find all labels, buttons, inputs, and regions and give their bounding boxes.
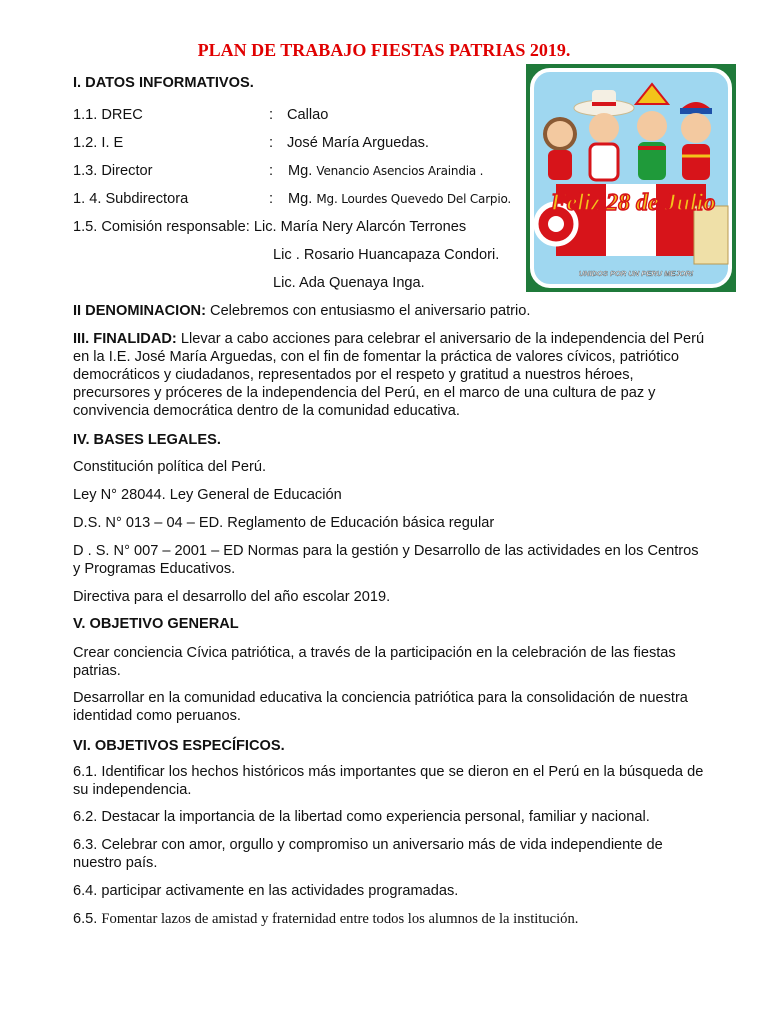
datos-label: 1. 4. Subdirectora [73,191,189,207]
section-heading-objetivo-general: V. OBJETIVO GENERAL [73,616,239,632]
datos-prefix: Mg. [288,191,313,207]
comision-member: Lic. Ada Quenaya Inga. [273,275,425,291]
datos-prefix: Mg. [288,163,313,179]
denominacion-text: Celebremos con entusiasmo el aniversario patrio. [210,303,531,319]
section-heading-objetivos-especificos: VI. OBJETIVOS ESPECÍFICOS. [73,738,285,754]
objetivo-especifico-item: 6.2. Destacar la importancia de la libertad como experiencia personal, familiar y nacional. [73,809,650,825]
objetivo-general-item: Crear conciencia Cívica patriótica, a través de la participación en la celebración de las fiestas patrias. [73,645,676,679]
objetivo-especifico-item [73,910,578,928]
finalidad-text: Llevar a cabo acciones para celebrar el aniversario de la independencia del Perú en la I.E. José María Arguedas, con el fin de fomentar la práctica de valores cívicos, patriótico democráticos y ciudadanos, representados por el respeto y gratitud a nuestros héroes, precursores y próceres de la independencia del Perú, en el marco de una cultura de paz y convivencia democrática dentro de la comunidad educativa. [73,331,705,419]
datos-label: 1.3. Director [73,163,153,179]
datos-row-drec [73,106,328,124]
datos-value: Venancio Asencios Araindia . [316,164,484,178]
base-legal-item: Ley N° 28044. Ley General de Educación [73,487,342,503]
datos-label: 1.2. I. E [73,135,124,151]
base-legal-item: D.S. N° 013 – 04 – ED. Reglamento de Educación básica regular [73,515,495,531]
comision-member: Lic . Rosario Huancapaza Condori. [273,247,500,263]
base-legal-item: D . S. N° 007 – 2001 – ED Normas para la gestión y Desarrollo de las actividades en los Centros y Programas Educativos. [73,543,699,577]
datos-sep: : [269,135,274,151]
denominacion-label: II DENOMINACION: [73,303,206,319]
section-heading-datos: I. DATOS INFORMATIVOS. [73,75,254,91]
poster-banner-text: Feliz 28 de Julio [550,190,716,216]
datos-row-ie [73,134,429,152]
datos-sep: : [269,163,274,179]
comision-member: Lic. María Nery Alarcón Terrones [253,219,467,235]
datos-row-subdirectora [73,190,511,208]
poster-slogan-text: UNIDOS POR UN PERU MEJOR! [578,269,694,278]
datos-sep: : [269,191,274,207]
objetivo-general-item: Desarrollar en la comunidad educativa la conciencia patriótica para la consolidación de nuestra identidad como peruanos. [73,690,688,724]
base-legal-item: Directiva para el desarrollo del año escolar 2019. [73,589,391,605]
objetivo-text: Fomentar lazos de amistad y fraternidad entre todos los alumnos de la institución. [101,911,579,927]
finalidad-label: III. FINALIDAD: [73,331,177,347]
datos-value: José María Arguedas. [287,135,429,151]
datos-row-comision [73,218,466,236]
objetivo-especifico-item: 6.3. Celebrar con amor, orgullo y compromiso un aniversario más de vida independiente de nuestro país. [73,837,663,871]
datos-label: 1.1. DREC [73,107,143,123]
datos-sep: : [269,107,274,123]
objetivo-number: 6.5. [73,911,98,927]
base-legal-item: Constitución política del Perú. [73,459,267,475]
document-title: PLAN DE TRABAJO FIESTAS PATRIAS 2019. [197,40,571,60]
denominacion-paragraph [73,302,530,320]
section-heading-bases: IV. BASES LEGALES. [73,432,221,448]
datos-value: Mg. Lourdes Quevedo Del Carpio. [316,192,512,206]
poster-illustration [526,64,736,292]
finalidad-paragraph [73,330,713,420]
objetivo-especifico-item: 6.4. participar activamente en las actividades programadas. [73,883,459,899]
datos-value: Callao [287,107,329,123]
objetivo-especifico-item: 6.1. Identificar los hechos históricos más importantes que se dieron en el Perú en la búsqueda de su independencia. [73,764,704,798]
datos-label: 1.5. Comisión responsable: [73,219,250,235]
fiestas-patrias-poster [526,64,736,292]
datos-row-director [73,162,483,180]
